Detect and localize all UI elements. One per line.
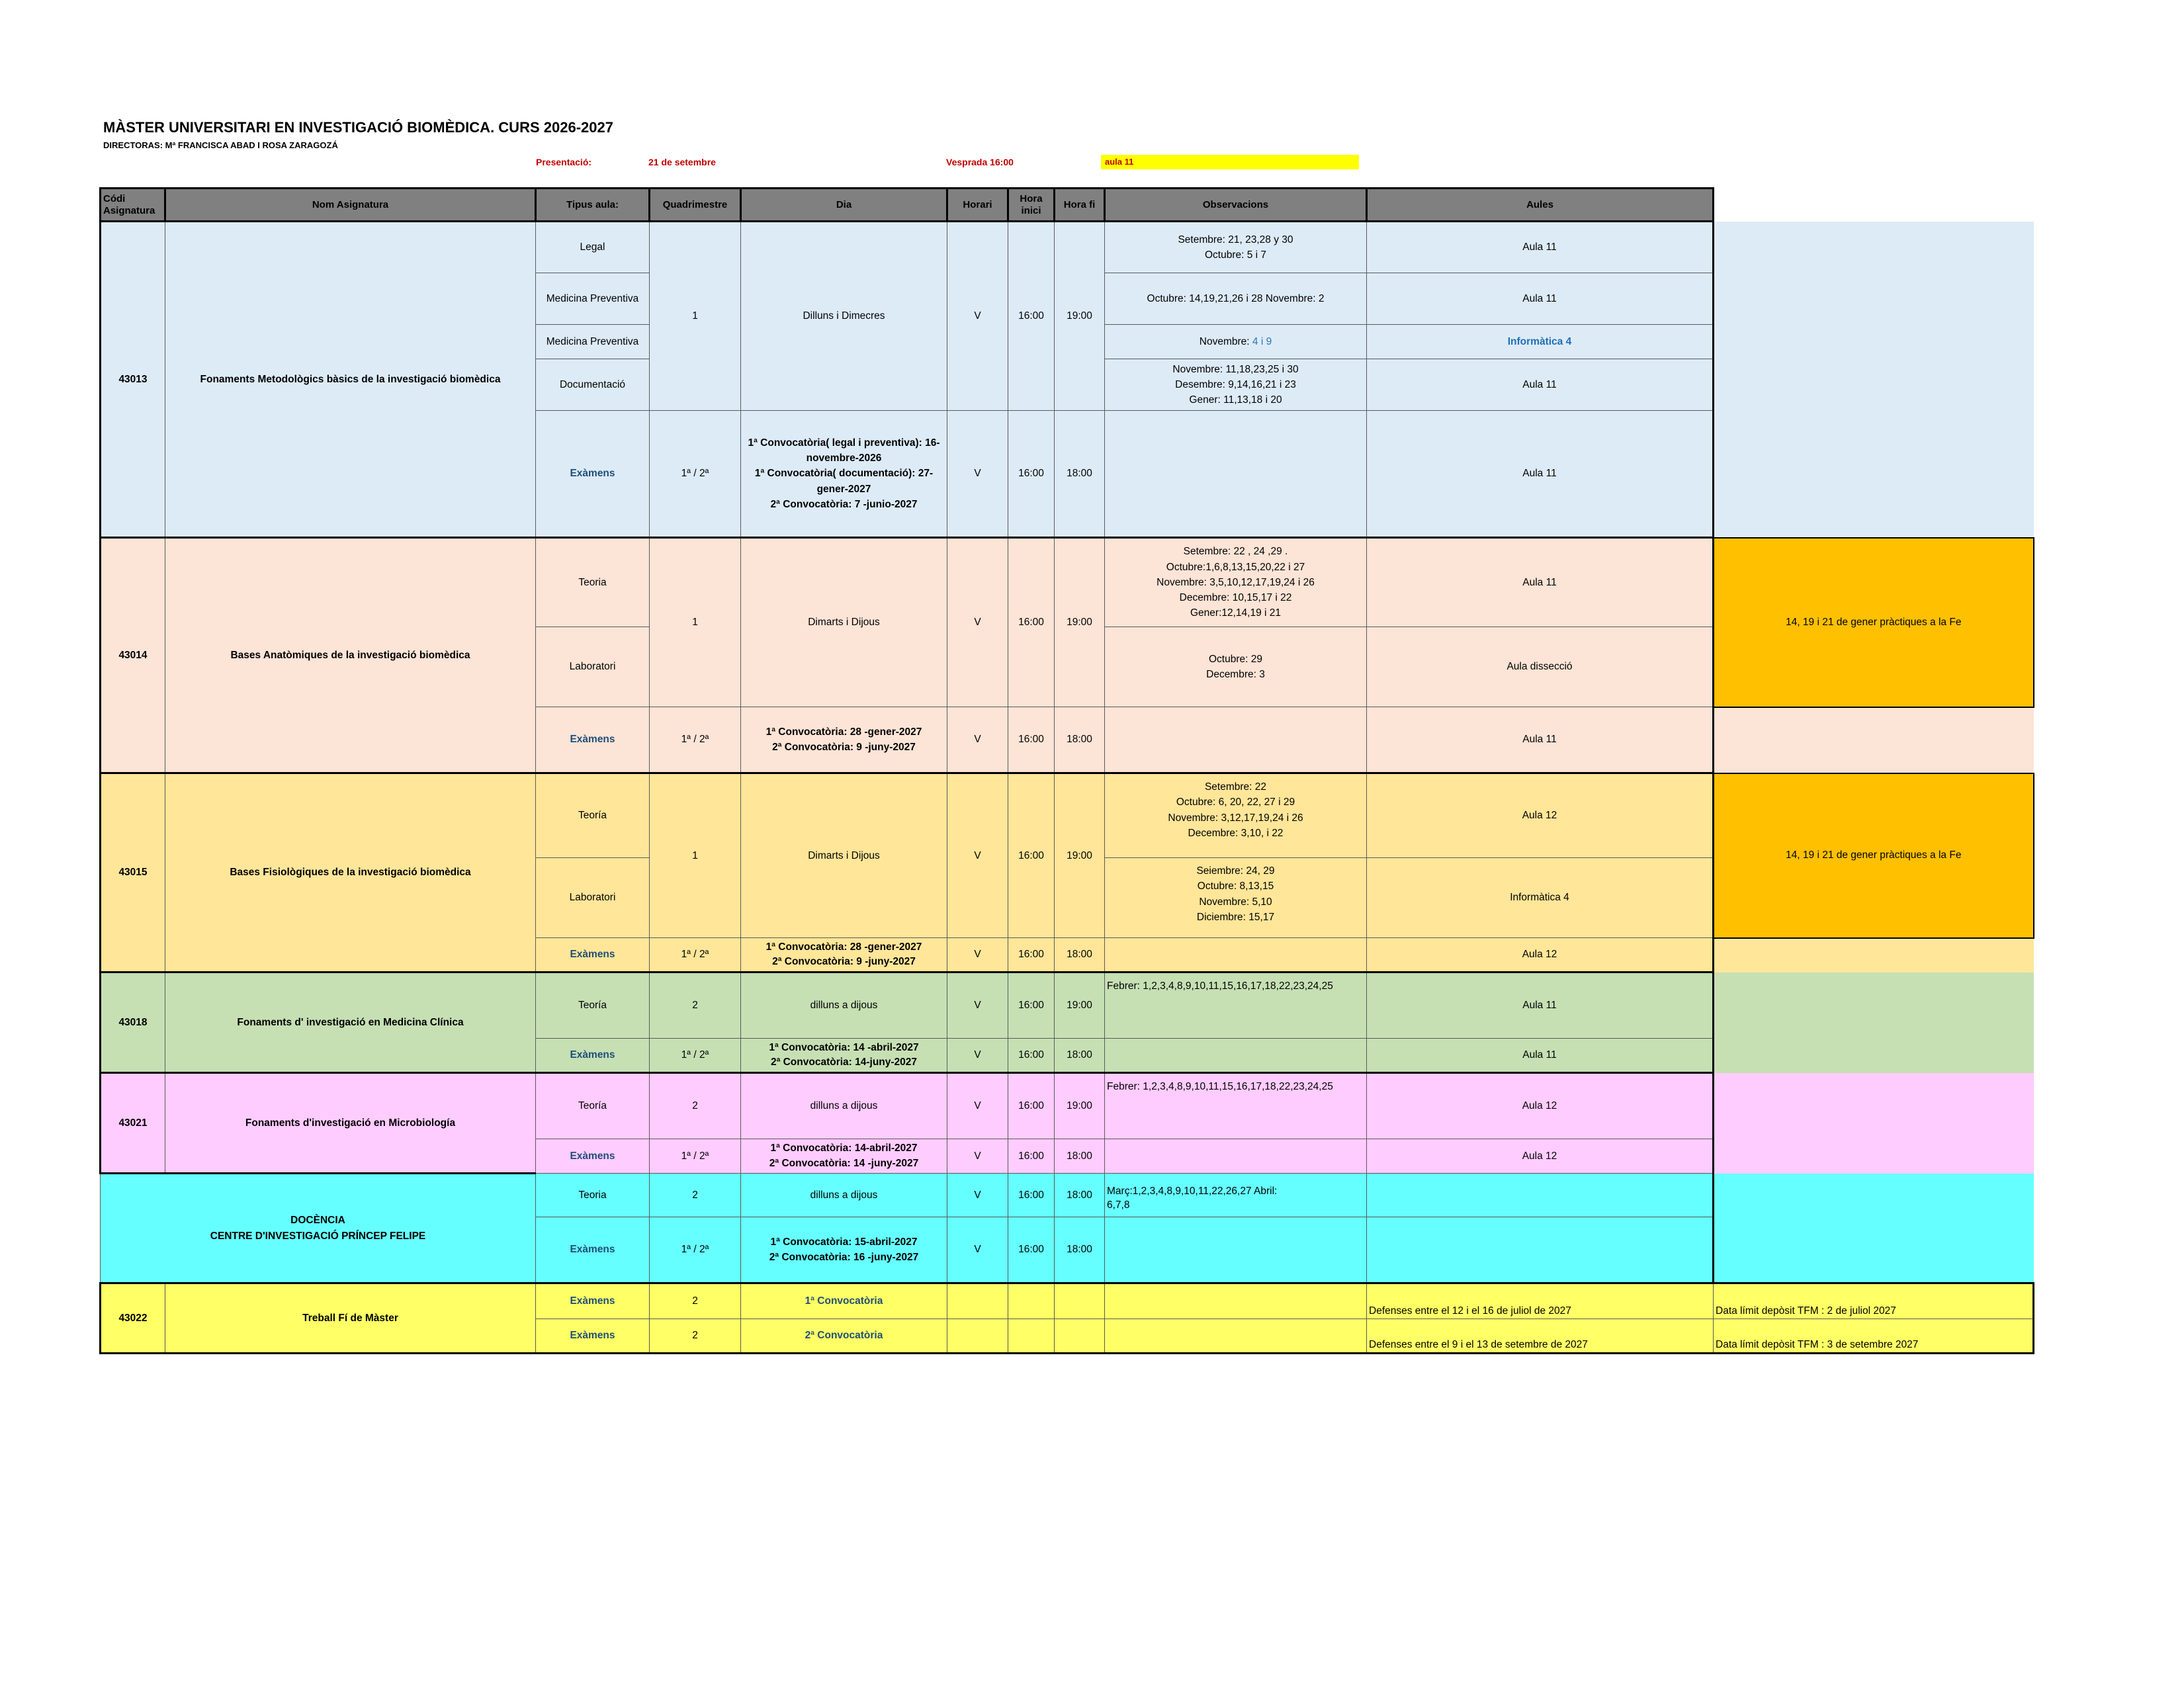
deposit-deadline: Data límit depòsit TFM : 2 de juliol 2027 xyxy=(1714,1283,2034,1319)
days: dilluns a dijous xyxy=(741,1174,947,1217)
empty-cell xyxy=(1714,411,2034,538)
start-time: 16:00 xyxy=(1008,1217,1055,1283)
end-time: 19:00 xyxy=(1055,222,1105,411)
observations: Setembre: 22 , 24 ,29 . Octubre:1,6,8,13,15,20,22 i 27 Novembre: 3,5,10,12,17,19,24 i 26 Decembre: 10,15,17 i 22 Gener:12,14,19 i 21 xyxy=(1105,538,1367,627)
defense-dates: Defenses entre el 9 i el 13 de setembre de 2027 xyxy=(1367,1319,1714,1354)
col-header-aules: Aules xyxy=(1367,189,1714,222)
class-type: Exàmens xyxy=(536,1283,650,1319)
subject-code: 43015 xyxy=(101,773,165,973)
end-time: 18:00 xyxy=(1055,1174,1105,1217)
room: Aula 11 xyxy=(1367,707,1714,773)
room: Aula 11 xyxy=(1367,273,1714,325)
practice-note: 14, 19 i 21 de gener pràctiques a la Fe xyxy=(1714,773,2034,938)
start-time: 16:00 xyxy=(1008,411,1055,538)
days: Dilluns i Dimecres xyxy=(741,222,947,411)
start-time: 16:00 xyxy=(1008,222,1055,411)
col-header-observacions: Observacions xyxy=(1105,189,1367,222)
end-time: 18:00 xyxy=(1055,938,1105,973)
observations xyxy=(1105,411,1367,538)
class-type: Documentació xyxy=(536,359,650,411)
end-time: 19:00 xyxy=(1055,1073,1105,1139)
schedule: V xyxy=(947,1039,1008,1073)
observations xyxy=(1105,1283,1367,1319)
observations xyxy=(1105,1319,1367,1354)
class-type: Teoría xyxy=(536,1073,650,1139)
days: dilluns a dijous xyxy=(741,973,947,1039)
col-header-nom: Nom Asignatura xyxy=(165,189,536,222)
empty-cell xyxy=(1714,938,2034,973)
empty-cell xyxy=(1714,273,2034,325)
table-row xyxy=(101,1174,2034,1217)
quadrimestre: 1ª / 2ª xyxy=(650,1217,741,1283)
table-row xyxy=(101,538,2034,627)
observations-month: Novembre: xyxy=(1199,335,1252,347)
end-time xyxy=(1055,1283,1105,1319)
observations: Febrer: 1,2,3,4,8,9,10,11,15,16,17,18,22,23,24,25 xyxy=(1105,1073,1367,1139)
subject-name: Fonaments d'investigació en Microbiología xyxy=(165,1073,536,1174)
start-time: 16:00 xyxy=(1008,707,1055,773)
col-header-quadrimestre: Quadrimestre xyxy=(650,189,741,222)
presentation-label: Presentació: xyxy=(536,157,592,167)
empty-cell xyxy=(1714,325,2034,359)
subject-name: Fonaments d' investigació en Medicina Clínica xyxy=(165,973,536,1073)
schedule: V xyxy=(947,222,1008,411)
exam-call: 1ª Convocatòria xyxy=(741,1283,947,1319)
empty-cell xyxy=(1714,222,2034,273)
col-header-codi: Códi Asignatura xyxy=(101,189,165,222)
end-time: 18:00 xyxy=(1055,1139,1105,1174)
observations: Novembre: 11,18,23,25 i 30 Desembre: 9,14,16,21 i 23 Gener: 11,13,18 i 20 xyxy=(1105,359,1367,411)
start-time xyxy=(1008,1319,1055,1354)
room: Aula 11 xyxy=(1367,1039,1714,1073)
empty-cell xyxy=(1714,1039,2034,1073)
quadrimestre: 2 xyxy=(650,1073,741,1139)
exam-call: 2ª Convocatòria xyxy=(741,1319,947,1354)
schedule: V xyxy=(947,411,1008,538)
class-type: Teoría xyxy=(536,773,650,858)
schedule: V xyxy=(947,773,1008,938)
quadrimestre: 2 xyxy=(650,1283,741,1319)
subject-code: 43018 xyxy=(101,973,165,1073)
subject-name: Bases Anatòmiques de la investigació biomèdica xyxy=(165,538,536,773)
end-time: 18:00 xyxy=(1055,1217,1105,1283)
class-type: Laboratori xyxy=(536,858,650,938)
subject-name: Bases Fisiològiques de la investigació biomèdica xyxy=(165,773,536,973)
schedule-table xyxy=(99,187,2034,1354)
schedule: V xyxy=(947,1217,1008,1283)
empty-cell xyxy=(1714,189,2034,222)
observations: Octubre: 29 Decembre: 3 xyxy=(1105,627,1367,707)
docencia-title: DOCÈNCIA CENTRE D'INVESTIGACIÓ PRÍNCEP FELIPE xyxy=(101,1174,536,1283)
observations xyxy=(1105,1039,1367,1073)
quadrimestre: 2 xyxy=(650,973,741,1039)
schedule: V xyxy=(947,973,1008,1039)
deposit-deadline: Data límit depòsit TFM : 3 de setembre 2027 xyxy=(1714,1319,2034,1354)
room xyxy=(1367,1174,1714,1217)
room: Aula 12 xyxy=(1367,938,1714,973)
start-time: 16:00 xyxy=(1008,1174,1055,1217)
end-time: 19:00 xyxy=(1055,773,1105,938)
room: Aula 11 xyxy=(1367,538,1714,627)
room: Informàtica 4 xyxy=(1367,858,1714,938)
class-type: Exàmens xyxy=(536,1217,650,1283)
exam-dates: 1ª Convocatòria: 14-abril-2027 2ª Convocatòria: 14 -juny-2027 xyxy=(741,1139,947,1174)
days: Dimarts i Dijous xyxy=(741,773,947,938)
quadrimestre: 1 xyxy=(650,222,741,411)
schedule xyxy=(947,1283,1008,1319)
empty-cell xyxy=(1714,973,2034,1039)
table-row xyxy=(101,222,2034,273)
class-type: Teoria xyxy=(536,538,650,627)
end-time xyxy=(1055,1319,1105,1354)
observations xyxy=(1105,707,1367,773)
start-time: 16:00 xyxy=(1008,1073,1055,1139)
room: Informàtica 4 xyxy=(1367,325,1714,359)
schedule: V xyxy=(947,1139,1008,1174)
start-time: 16:00 xyxy=(1008,1039,1055,1073)
observations xyxy=(1105,938,1367,973)
defense-dates: Defenses entre el 12 i el 16 de juliol de 2027 xyxy=(1367,1283,1714,1319)
class-type: Teoría xyxy=(536,973,650,1039)
table-row xyxy=(101,973,2034,1039)
quadrimestre: 1ª / 2ª xyxy=(650,1139,741,1174)
table-header-row xyxy=(101,189,2034,222)
room: Aula 12 xyxy=(1367,1073,1714,1139)
subject-name: Fonaments Metodològics bàsics de la investigació biomèdica xyxy=(165,222,536,538)
subject-code: 43022 xyxy=(101,1283,165,1354)
class-type: Exàmens xyxy=(536,411,650,538)
quadrimestre: 1ª / 2ª xyxy=(650,938,741,973)
room: Aula 11 xyxy=(1367,411,1714,538)
empty-cell xyxy=(1714,1217,2034,1283)
class-type: Exàmens xyxy=(536,1139,650,1174)
class-type: Legal xyxy=(536,222,650,273)
start-time: 16:00 xyxy=(1008,538,1055,707)
schedule: V xyxy=(947,707,1008,773)
subject-code: 43021 xyxy=(101,1073,165,1174)
end-time: 19:00 xyxy=(1055,538,1105,707)
quadrimestre: 2 xyxy=(650,1174,741,1217)
directors-line: DIRECTORAS: Mª FRANCISCA ABAD I ROSA ZARAGOZÁ xyxy=(103,140,338,150)
room: Aula 11 xyxy=(1367,222,1714,273)
room: Aula 11 xyxy=(1367,359,1714,411)
exam-dates: 1ª Convocatòria( legal i preventiva): 16-novembre-2026 1ª Convocatòria( documentació): 27-gener-2027 2ª Convocatòria: 7 -junio-2027 xyxy=(741,411,947,538)
quadrimestre: 1ª / 2ª xyxy=(650,707,741,773)
end-time: 18:00 xyxy=(1055,411,1105,538)
empty-cell xyxy=(1714,359,2034,411)
class-type: Laboratori xyxy=(536,627,650,707)
empty-cell xyxy=(1714,707,2034,773)
col-header-horari: Horari xyxy=(947,189,1008,222)
class-type: Medicina Preventiva xyxy=(536,325,650,359)
subject-name: Treball Fí de Màster xyxy=(165,1283,536,1354)
quadrimestre: 1ª / 2ª xyxy=(650,411,741,538)
observations: Febrer: 1,2,3,4,8,9,10,11,15,16,17,18,22,23,24,25 xyxy=(1105,973,1367,1039)
start-time: 16:00 xyxy=(1008,773,1055,938)
presentation-date: 21 de setembre xyxy=(648,157,716,167)
days: dilluns a dijous xyxy=(741,1073,947,1139)
schedule: V xyxy=(947,538,1008,707)
room xyxy=(1367,1217,1714,1283)
class-type: Medicina Preventiva xyxy=(536,273,650,325)
observations: Setembre: 21, 23,28 y 30 Octubre: 5 i 7 xyxy=(1105,222,1367,273)
observations: Seiembre: 24, 29 Octubre: 8,13,15 Novembre: 5,10 Diciembre: 15,17 xyxy=(1105,858,1367,938)
observations xyxy=(1105,1217,1367,1283)
col-header-hora-fi: Hora fi xyxy=(1055,189,1105,222)
practice-note: 14, 19 i 21 de gener pràctiques a la Fe xyxy=(1714,538,2034,707)
room: Aula 12 xyxy=(1367,1139,1714,1174)
subject-code: 43014 xyxy=(101,538,165,773)
quadrimestre: 2 xyxy=(650,1319,741,1354)
days: Dimarts i Dijous xyxy=(741,538,947,707)
class-type: Teoria xyxy=(536,1174,650,1217)
table-row xyxy=(101,773,2034,858)
observations xyxy=(1105,1139,1367,1174)
observations: Setembre: 22 Octubre: 6, 20, 22, 27 i 29 Novembre: 3,12,17,19,24 i 26 Decembre: 3,10, i 22 xyxy=(1105,773,1367,858)
presentation-room: aula 11 xyxy=(1101,155,1359,169)
exam-dates: 1ª Convocatòria: 15-abril-2027 2ª Convocatòria: 16 -juny-2027 xyxy=(741,1217,947,1283)
observations xyxy=(1105,325,1367,359)
end-time: 18:00 xyxy=(1055,707,1105,773)
class-type: Exàmens xyxy=(536,938,650,973)
col-header-hora-inici: Hora inici xyxy=(1008,189,1055,222)
quadrimestre: 1 xyxy=(650,773,741,938)
start-time: 16:00 xyxy=(1008,973,1055,1039)
room: Aula dissecció xyxy=(1367,627,1714,707)
exam-dates: 1ª Convocatòria: 28 -gener-2027 2ª Convocatòria: 9 -juny-2027 xyxy=(741,938,947,973)
exam-dates: 1ª Convocatòria: 28 -gener-2027 2ª Convocatòria: 9 -juny-2027 xyxy=(741,707,947,773)
schedule xyxy=(947,1319,1008,1354)
class-type: Exàmens xyxy=(536,1319,650,1354)
class-type: Exàmens xyxy=(536,707,650,773)
presentation-time: Vesprada 16:00 xyxy=(946,157,1014,167)
end-time: 18:00 xyxy=(1055,1039,1105,1073)
page-title: MÀSTER UNIVERSITARI EN INVESTIGACIÓ BIOMÈDICA. CURS 2026-2027 xyxy=(103,119,613,136)
empty-cell xyxy=(1714,1139,2034,1174)
table-row xyxy=(101,1283,2034,1319)
quadrimestre: 1ª / 2ª xyxy=(650,1039,741,1073)
empty-cell xyxy=(1714,1174,2034,1217)
col-header-dia: Dia xyxy=(741,189,947,222)
schedule: V xyxy=(947,938,1008,973)
exam-dates: 1ª Convocatòria: 14 -abril-2027 2ª Convocatòria: 14-juny-2027 xyxy=(741,1039,947,1073)
observations: Març:1,2,3,4,8,9,10,11,22,26,27 Abril: 6,7,8 xyxy=(1105,1174,1367,1217)
room: Aula 12 xyxy=(1367,773,1714,858)
schedule: V xyxy=(947,1174,1008,1217)
col-header-tipus: Tipus aula: xyxy=(536,189,650,222)
end-time: 19:00 xyxy=(1055,973,1105,1039)
class-type: Exàmens xyxy=(536,1039,650,1073)
quadrimestre: 1 xyxy=(650,538,741,707)
start-time xyxy=(1008,1283,1055,1319)
observations: Octubre: 14,19,21,26 i 28 Novembre: 2 xyxy=(1105,273,1367,325)
table-row xyxy=(101,1073,2034,1139)
empty-cell xyxy=(1714,1073,2034,1139)
room: Aula 11 xyxy=(1367,973,1714,1039)
start-time: 16:00 xyxy=(1008,938,1055,973)
observations-days: 4 i 9 xyxy=(1252,335,1272,347)
subject-code: 43013 xyxy=(101,222,165,538)
start-time: 16:00 xyxy=(1008,1139,1055,1174)
schedule: V xyxy=(947,1073,1008,1139)
